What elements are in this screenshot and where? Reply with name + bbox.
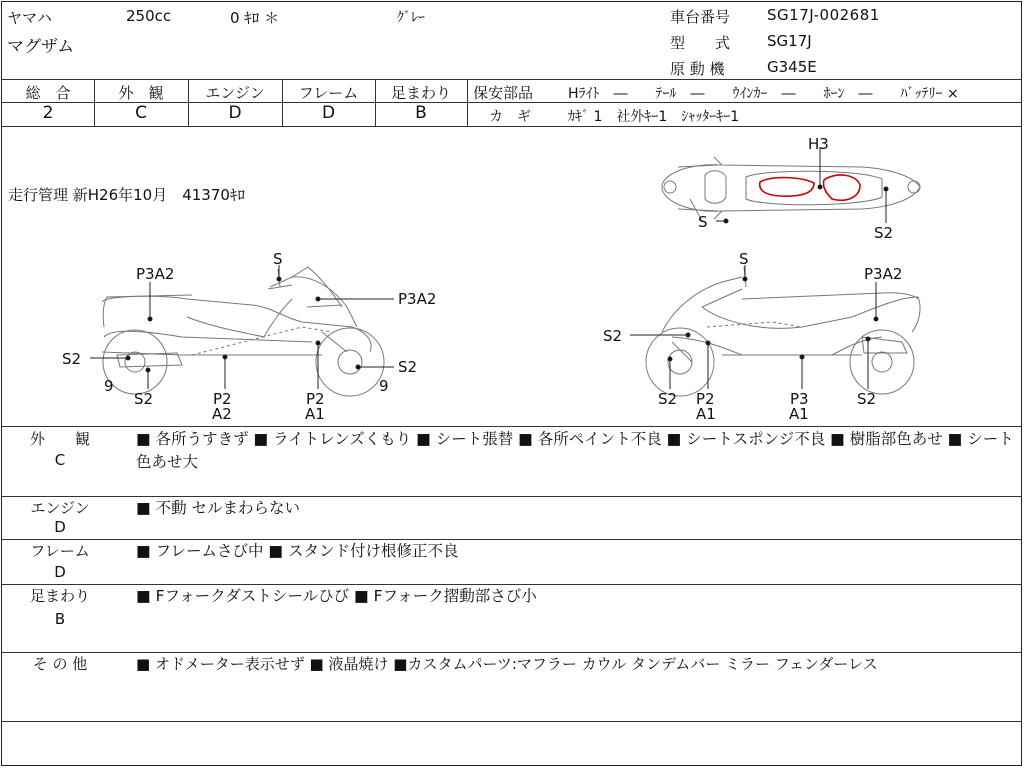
label-right-s: S — [739, 250, 749, 268]
odometer-note: 走行管理 新H26年10月 41370ｷﾛ — [8, 186, 245, 204]
grade-label-suspension: 足まわり — [390, 84, 451, 102]
color: ｸﾞﾚｰ — [397, 10, 425, 26]
label-left-p2-front: P2 — [306, 390, 325, 408]
grade-value-exterior: C — [135, 103, 147, 123]
grade-label-frame: フレーム — [298, 84, 359, 102]
inspection-sheet — [1, 1, 1022, 766]
h3-damage-marks — [760, 175, 860, 200]
label-left-s2-rear: S2 — [62, 350, 82, 368]
label-left-a1: A1 — [305, 405, 325, 423]
divider — [2, 79, 1021, 80]
remark-text: ■ フレームさび中 ■ スタンド付け根修正不良 — [136, 542, 459, 560]
remark-text: ■ 各所うすきず ■ ライトレンズくもり ■ シート張替 ■ 各所ペイント不良 ■ シートスポンジ不良 ■ 樹脂部色あせ ■ シート色あせ大 — [136, 430, 1014, 471]
remark-text: ■ 不動 セルまわらない — [136, 499, 300, 517]
maker: ヤマハ — [7, 9, 52, 27]
key-label: カ ギ — [489, 109, 531, 125]
label-left-p2: P2 — [213, 390, 232, 408]
callouts — [90, 147, 888, 389]
label-right-a1-rear: A1 — [789, 405, 809, 423]
remark-label: 足まわり — [29, 587, 90, 605]
safety-label: 保安部品 — [473, 84, 534, 102]
grade-label-engine: エンジン — [205, 84, 265, 102]
remark-row-suspension — [2, 585, 1021, 652]
remark-label: エンジン — [30, 499, 90, 517]
remark-grade: B — [54, 610, 66, 628]
remark-text: ■ Fフォークダストシールひび ■ Fフォーク摺動部さび小 — [136, 587, 537, 605]
type-label: 型 式 — [670, 34, 731, 52]
right-side-scooter — [646, 267, 920, 396]
label-right-s2-rear: S2 — [857, 390, 877, 408]
label-left-9-rear: 9 — [104, 377, 114, 395]
type-value: SG17J — [767, 32, 812, 50]
grade-label-exterior: 外 観 — [118, 84, 164, 102]
grade-value-suspension: B — [415, 103, 427, 123]
remark-row-exterior — [2, 428, 1021, 496]
engine-label: 原 動 機 — [670, 60, 725, 78]
grade-label-overall: 総 合 — [25, 84, 71, 102]
label-left-p3a2-front: P3A2 — [398, 290, 437, 308]
safety-items: Hﾗｲﾄ ― ﾃｰﾙ ― ｳｲﾝｶｰ ― ﾎｰﾝ ― ﾊﾞｯﾃﾘｰ × — [568, 86, 959, 102]
remark-grade: D — [54, 563, 66, 581]
label-left-s2-front: S2 — [398, 358, 418, 376]
remark-grade: C — [54, 451, 66, 469]
remark-row-engine — [2, 497, 1021, 539]
damage-diagram — [2, 127, 1021, 427]
frame-no-label: 車台番号 — [670, 8, 731, 26]
grade-value-frame: D — [321, 103, 336, 123]
label-right-p3: P3 — [790, 390, 809, 408]
label-left-s2-bottom: S2 — [134, 390, 154, 408]
remark-row-frame — [2, 540, 1021, 584]
displacement: 250cc — [126, 7, 172, 25]
engine-value: G345E — [767, 58, 817, 76]
mileage: 0 ｷﾛ ＊ — [230, 9, 280, 27]
label-right-s2-front: S2 — [603, 327, 623, 345]
grade-value-engine: D — [228, 103, 242, 123]
model-name: マグザム — [7, 37, 75, 57]
remark-label: フレーム — [30, 542, 90, 560]
label-left-s: S — [273, 250, 283, 268]
label-h3: H3 — [808, 135, 829, 153]
remark-grade: D — [54, 518, 66, 536]
label-left-p3a2-seat: P3A2 — [136, 265, 175, 283]
left-side-scooter — [102, 267, 384, 396]
top-view-scooter — [662, 157, 920, 221]
label-right-p2: P2 — [696, 390, 715, 408]
key-value: ｶｷﾞ 1 社外ｷｰ1 ｼｬｯﾀｰｷｰ1 — [568, 109, 740, 125]
label-top-s2: S2 — [874, 224, 894, 242]
label-left-9-front: 9 — [379, 377, 389, 395]
remark-row-other — [2, 653, 1021, 721]
label-top-s: S — [698, 213, 708, 231]
label-right-p3a2: P3A2 — [864, 265, 903, 283]
grade-value-overall: 2 — [42, 103, 54, 123]
remark-label: 外 観 — [29, 430, 90, 448]
label-left-a2: A2 — [212, 405, 232, 423]
label-right-a1: A1 — [696, 405, 716, 423]
label-right-s2-bottom: S2 — [658, 390, 678, 408]
remark-label: そ の 他 — [32, 655, 88, 673]
remark-text: ■ オドメーター表示せず ■ 液晶焼け ■カスタムパーツ:マフラー カウル タンデムバー ミラー フェンダーレス — [136, 655, 878, 673]
frame-no: SG17J-002681 — [767, 6, 880, 24]
